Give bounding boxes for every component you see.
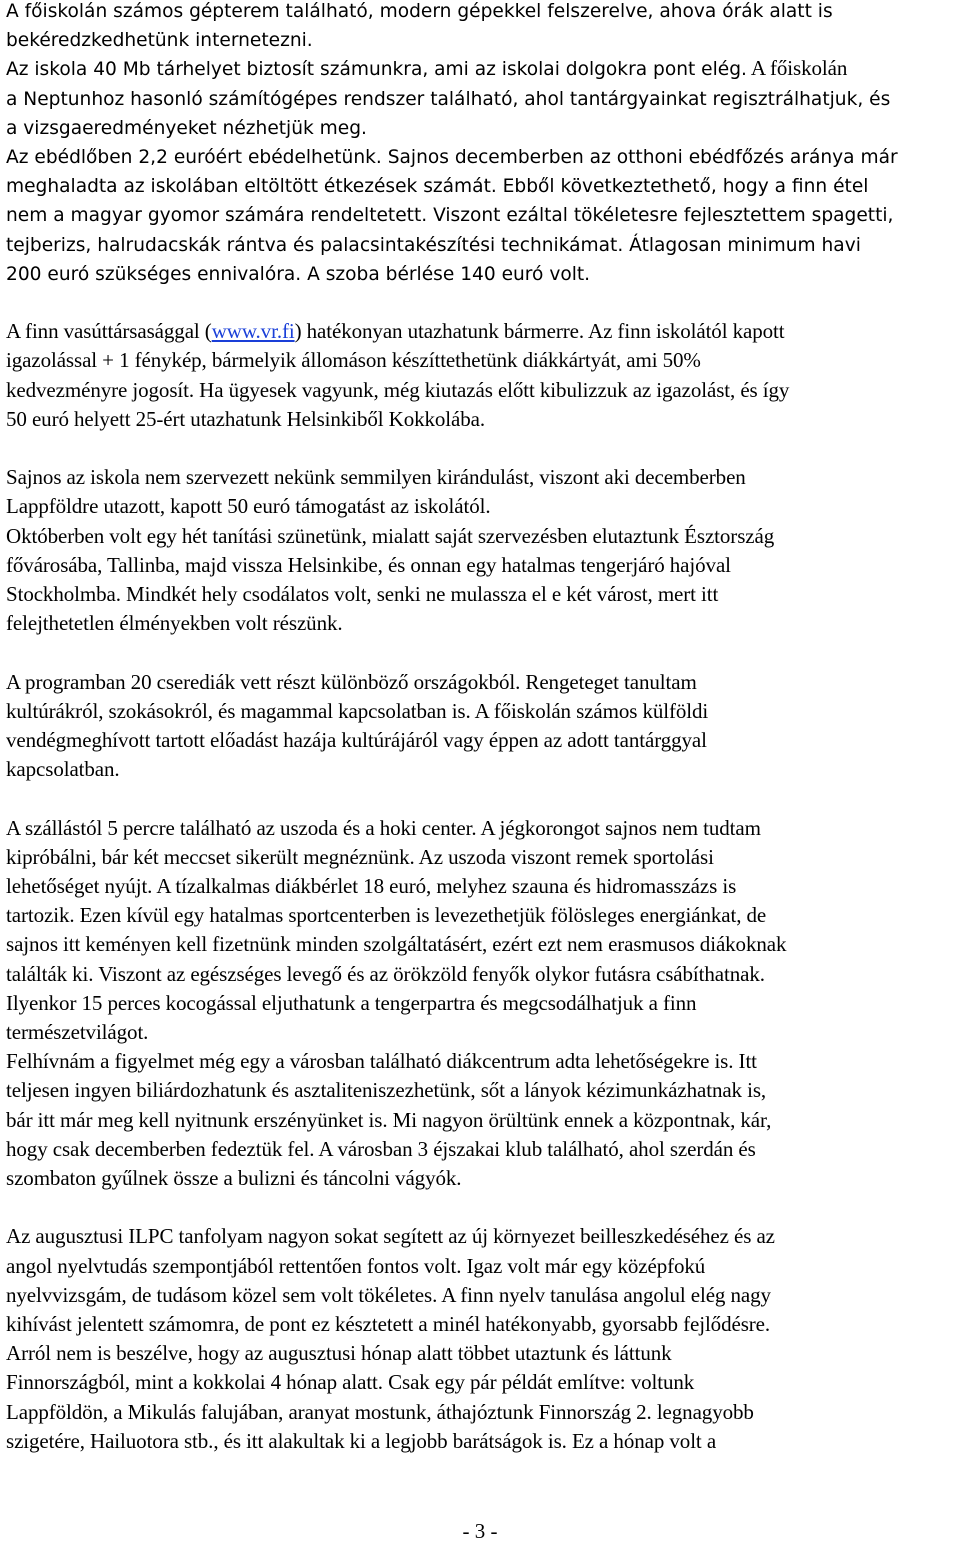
text-run: 50 euró helyett 25-ért utazhatunk Helsinkiből Kokkolába. — [6, 406, 486, 431]
text-line — [6, 843, 714, 872]
text-line — [6, 989, 696, 1018]
text-run: kultúrákról, szokásokról, és magammal kapcsolatban is. A főiskolán számos külföldi — [6, 698, 709, 723]
page-number: - 3 - — [462, 1519, 498, 1543]
text-line — [6, 1018, 148, 1047]
text-line — [6, 872, 736, 901]
text-line — [6, 551, 731, 580]
text-line — [6, 1368, 694, 1397]
text-line — [6, 317, 784, 346]
text-line — [6, 580, 718, 609]
text-line — [6, 171, 868, 201]
text-run: kipróbálni, bár két meccset sikerült megnéznünk. Az uszoda viszont remek sportolási — [6, 844, 714, 869]
text-line — [6, 522, 774, 551]
text-line — [6, 755, 120, 784]
text-run: meghaladta az iskolában eltöltött étkezések számát. — [6, 176, 497, 198]
text-line — [6, 1135, 756, 1164]
text-run: szombaton gyűlnek össze a bulizni és táncolni vágyók. — [6, 1166, 462, 1190]
text-run: Az ebédlőben 2,2 euróért ebédelhetünk. — [6, 147, 382, 168]
text-line — [6, 1310, 770, 1339]
text-line — [6, 1164, 461, 1193]
text-run: Az iskola 40 Mb tárhelyet biztosít számunkra, ami az iskolai dolgokra pont elég. — [6, 59, 747, 81]
text-run: lehetőséget nyújt. A tízalkalmas diákbérlet 18 euró, melyhez szauna és hidromasszázs is — [6, 874, 737, 898]
text-line — [6, 259, 590, 289]
text-run: ) hatékonyan utazhatunk bármerre. Az finn iskolától kapott — [294, 319, 785, 344]
text-line — [6, 1339, 672, 1368]
text-line — [6, 930, 786, 959]
text-line — [6, 84, 890, 114]
text-line — [6, 113, 367, 143]
text-run: Sajnos decemberben az otthoni ebédfőzés aránya már — [381, 147, 898, 168]
website-link[interactable]: www.vr.fi — [211, 319, 295, 344]
text-run: A szoba bérlése 140 euró volt. — [301, 263, 591, 285]
text-run: Felhívnám a figyelmet még egy a városban található diákcentrum adta lehetőségekre is. Itt — [6, 1049, 757, 1074]
text-line — [6, 1281, 771, 1310]
text-line — [6, 230, 861, 260]
text-line — [6, 960, 765, 989]
text-run: A programban 20 cserediák vett részt különböző országokból. Rengeteget tanultam — [6, 669, 697, 694]
text-run: bekéredzkedhetünk internetezni. — [6, 30, 313, 52]
text-run: tartozik. Ezen kívül egy hatalmas sportcenterben is levezethetjük fölösleges energiánkat, de — [6, 903, 767, 928]
text-line — [6, 901, 766, 930]
text-run: a Neptunhoz hasonló számítógépes rendszer található, ahol tantárgyainkat regisztrálhatjuk, és — [6, 88, 891, 110]
text-run: bár itt már meg kell nyitnunk erszényünket is. Mi nagyon örültünk ennek a központnak, kár, — [6, 1107, 772, 1132]
text-line — [6, 1076, 766, 1105]
text-run: szigetére, Hailuotora stb., és itt alakultak ki a legjobb barátságok is. Ez a hónap volt a — [6, 1428, 717, 1453]
text-run: igazolással + 1 fénykép, bármelyik állomáson készíttethetünk diákkártyát, ami 50% — [6, 348, 701, 373]
text-line — [6, 1106, 771, 1135]
text-run: tejberizs, halrudacskák rántva és palacsintakészítési technikámat. — [6, 234, 624, 256]
text-line — [6, 54, 847, 84]
text-run: hogy csak decemberben fedeztük fel. A városban 3 éjszakai klub található, ahol szerdán és — [6, 1136, 756, 1161]
text-line — [6, 405, 485, 434]
text-run: A főiskolán számos gépterem található, modern gépekkel felszerelve, ahova órák alatt is — [6, 1, 833, 22]
text-run: Arról nem is beszélve, hogy az augusztusi hónap alatt többet utaztunk és láttunk — [6, 1341, 672, 1366]
text-line — [6, 1222, 775, 1251]
text-run: felejthetetlen élményekben volt részünk. — [6, 611, 343, 636]
text-run: fővárosába, Tallinba, majd vissza Helsinkibe, és onnan egy hatalmas tengerjáró hajóval — [6, 552, 731, 577]
text-run: Viszont ezáltal tökéletesre fejlesztettem spagetti, — [427, 205, 894, 227]
text-line — [6, 376, 789, 405]
text-line — [6, 1398, 754, 1427]
text-line — [6, 726, 707, 755]
text-run: A finn vasúttársasággal ( — [6, 319, 212, 344]
text-run: a vizsgaeredményeket nézhetjük meg. — [6, 117, 367, 139]
text-line — [6, 609, 343, 638]
text-run: Az augusztusi ILPC tanfolyam nagyon sokat segített az új környezet beilleszkedéséhez és az — [6, 1224, 775, 1249]
text-line — [6, 346, 701, 375]
text-line — [6, 814, 761, 843]
text-run: vendégmeghívott tartott előadást hazája kultúrájáról vagy éppen az adott tantárggyal — [6, 728, 707, 752]
text-run: Sajnos az iskola nem szervezett nekünk semmilyen kirándulást, viszont aki decemberben — [6, 465, 746, 490]
text-run: Ilyenkor 15 perces kocogással eljuthatunk a tengerpartra és megcsodálhatjuk a finn — [6, 990, 697, 1015]
text-run: találták ki. Viszont az egészséges levegő és az örökzöld fenyők olykor futásra csábíthatnak. — [6, 961, 765, 986]
text-run: teljesen ingyen biliárdozhatunk és asztaliteniszezhetünk, sőt a lányok kézimunkázhatnak is, — [6, 1078, 767, 1103]
text-line — [6, 25, 313, 55]
text-run: Lappföldre utazott, kapott 50 euró támogatást az iskolától. — [6, 494, 491, 519]
text-run: sajnos itt keményen kell fizetnünk minden szolgáltatásért, ezért ezt nem erasmusos diákoknak — [6, 932, 787, 957]
text-run: Finnországból, mint a kokkolai 4 hónap alatt. Csak egy pár példát említve: voltunk — [6, 1370, 695, 1395]
text-run: Ebből következtethető, hogy a finn étel — [496, 176, 869, 198]
text-run: nem a magyar gyomor számára rendeltetett. — [6, 205, 428, 227]
text-run: A főiskolán — [746, 56, 848, 81]
text-line — [6, 1252, 705, 1281]
text-run: Lappföldön, a Mikulás falujában, aranyat mostunk, áthajóztunk Finnország 2. legnagyobb — [6, 1399, 754, 1424]
text-line — [6, 697, 708, 726]
text-run: nyelvvizsgám, de tudásom közel sem volt tökéletes. A finn nyelv tanulása angolul elég nagy — [6, 1282, 771, 1307]
text-run: kedvezményre jogosít. Ha ügyesek vagyunk, még kiutazás előtt kibulizzuk az igazolást, és így — [6, 377, 790, 402]
text-line — [6, 1427, 716, 1456]
text-run: 200 euró szükséges ennivalóra. — [6, 263, 302, 285]
text-line — [6, 463, 746, 492]
text-run: Októberben volt egy hét tanítási szünetünk, mialatt saját szervezésben elutaztunk Észtország — [6, 523, 775, 548]
text-run: kihívást jelentett számomra, de pont ez késztetett a minél hatékonyabb, gyorsabb fejlődésre. — [6, 1312, 771, 1336]
text-line — [6, 0, 833, 26]
text-run: Átlagosan minimum havi — [623, 234, 861, 256]
text-line — [6, 1047, 757, 1076]
text-run: kapcsolatban. — [6, 757, 120, 782]
text-run: Stockholmba. Mindkét hely csodálatos volt, senki ne mulassza el e két várost, mert itt — [6, 582, 719, 606]
text-line — [6, 142, 898, 172]
text-line — [6, 492, 491, 521]
text-line — [6, 668, 697, 697]
text-run: angol nyelvtudás szempontjából rettentően fontos volt. Igaz volt már egy középfokú — [6, 1253, 706, 1278]
text-line — [6, 200, 893, 230]
text-run: A szállástól 5 percre található az uszoda és a hoki center. A jégkorongot sajnos nem tudtam — [6, 815, 761, 840]
text-run: természetvilágot. — [6, 1020, 149, 1044]
